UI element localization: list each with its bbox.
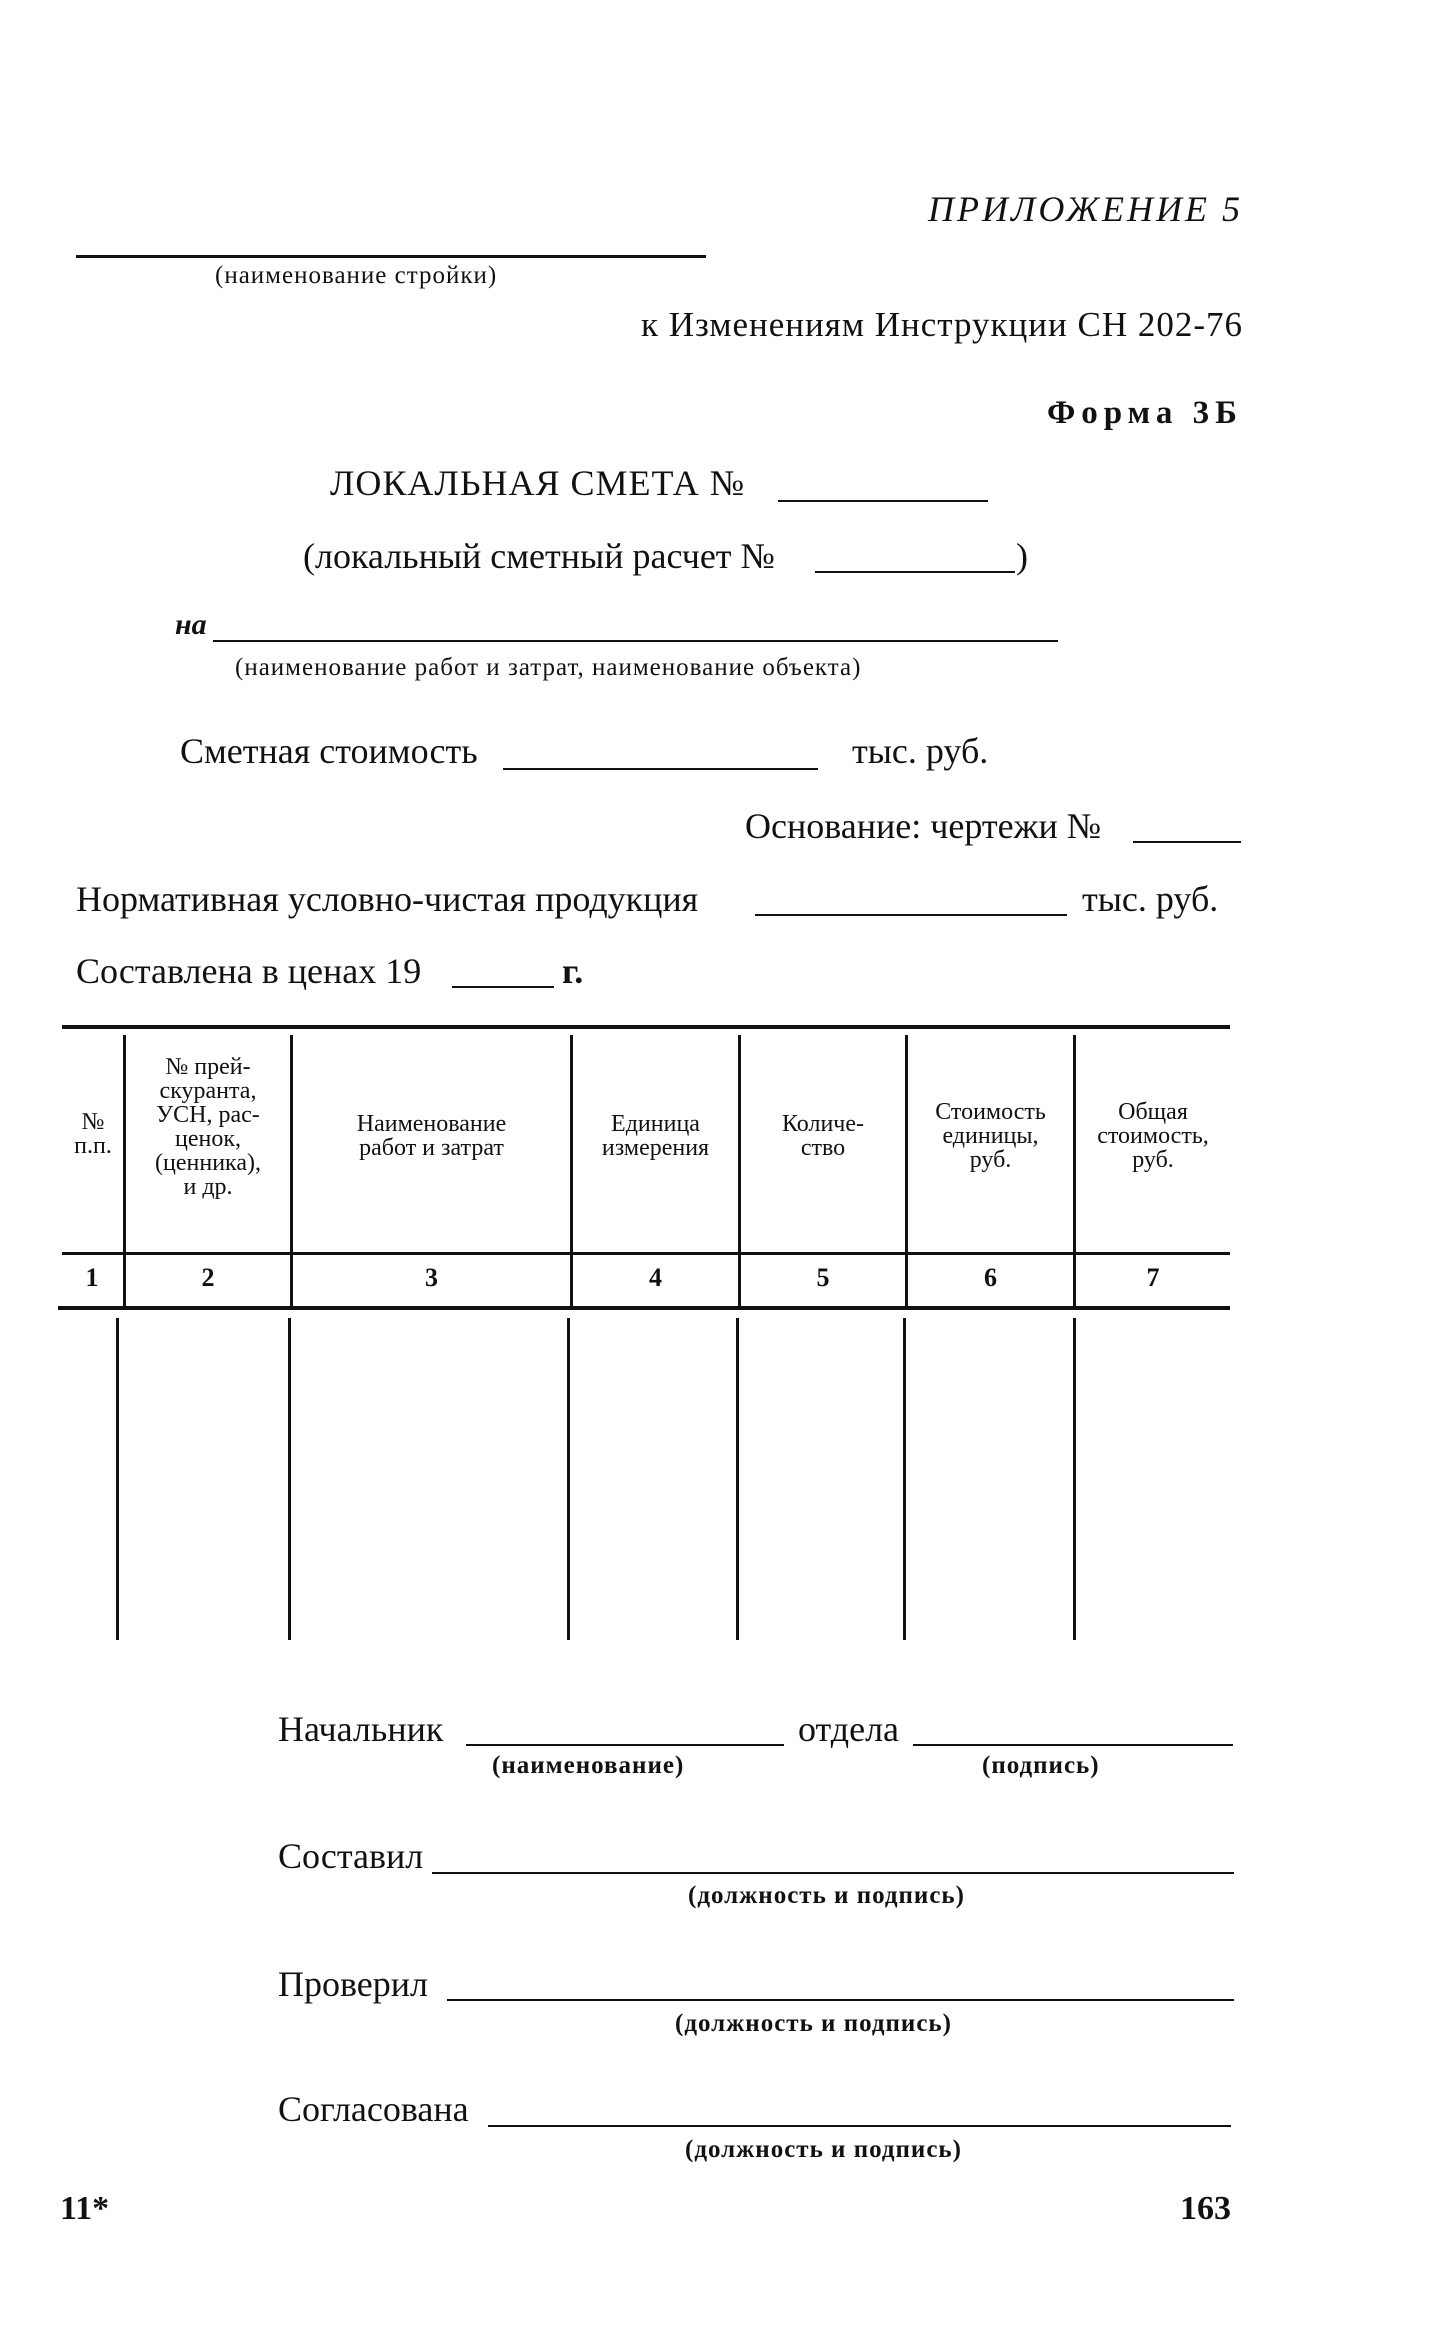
table-header-line: Стоимость bbox=[935, 1099, 1046, 1125]
table-top-rule bbox=[62, 1025, 1230, 1029]
table-vline bbox=[903, 1318, 906, 1640]
appendix-label: ПРИЛОЖЕНИЕ 5 bbox=[928, 189, 1243, 229]
site-name-blank bbox=[76, 255, 706, 258]
cost-unit: тыс. руб. bbox=[852, 731, 989, 771]
table-column-number: 1 bbox=[85, 1263, 99, 1292]
site-name-caption: (наименование стройки) bbox=[215, 262, 498, 289]
agreed-blank bbox=[488, 2125, 1231, 2127]
basis-blank bbox=[1133, 841, 1241, 843]
changes-reference: к Изменениям Инструкции СН 202-76 bbox=[640, 305, 1243, 344]
chief-signature-blank bbox=[913, 1744, 1233, 1746]
works-prefix: на bbox=[175, 608, 207, 641]
table-header-line: ценок, bbox=[175, 1126, 241, 1152]
table-header-cell bbox=[1076, 1100, 1230, 1172]
table-header-cell bbox=[126, 1055, 290, 1199]
agreed-caption: (должность и подпись) bbox=[685, 2136, 962, 2163]
estimate-number-blank bbox=[778, 500, 988, 502]
product-label: Нормативная условно-чистая продукция bbox=[76, 879, 699, 919]
table-vline bbox=[1073, 1318, 1076, 1640]
table-header-line: п.п. bbox=[74, 1133, 112, 1159]
calc-number-blank bbox=[815, 571, 1015, 573]
table-vline bbox=[567, 1318, 570, 1640]
table-header-line: Общая bbox=[1118, 1099, 1188, 1125]
table-column-number: 4 bbox=[649, 1263, 662, 1292]
table-header-line: № bbox=[81, 1109, 105, 1135]
table-header-line: скуранта, bbox=[159, 1078, 257, 1104]
chief-label: Начальник bbox=[278, 1709, 444, 1749]
compiled-blank bbox=[432, 1872, 1234, 1874]
table-vline bbox=[116, 1318, 119, 1640]
table-numbers-rule bbox=[58, 1306, 1230, 1310]
table-header-line: Наименование bbox=[356, 1111, 507, 1137]
table-header-line: стоимость, bbox=[1097, 1123, 1209, 1149]
chief-name-blank bbox=[466, 1744, 784, 1746]
estimate-title: ЛОКАЛЬНАЯ СМЕТА № bbox=[330, 463, 746, 503]
calc-subtitle: (локальный сметный расчет № bbox=[303, 536, 775, 576]
table-header-line: УСН, рас- bbox=[156, 1102, 260, 1128]
checked-blank bbox=[447, 1999, 1234, 2001]
calc-close-paren: ) bbox=[1016, 536, 1028, 576]
table-vline bbox=[736, 1318, 739, 1640]
department-label: отдела bbox=[798, 1709, 900, 1749]
table-column-number: 3 bbox=[425, 1263, 438, 1292]
table-header-line: и др. bbox=[183, 1174, 233, 1200]
table-header-line: единицы, bbox=[942, 1123, 1039, 1149]
table-header-line: ство bbox=[800, 1135, 846, 1161]
table-header-line: № прей- bbox=[165, 1054, 251, 1080]
table-header-line: Единица bbox=[611, 1111, 700, 1137]
product-blank bbox=[755, 914, 1067, 916]
compiled-label: Составил bbox=[278, 1836, 424, 1876]
prices-year-blank bbox=[452, 986, 554, 988]
compiled-caption: (должность и подпись) bbox=[688, 1882, 965, 1909]
prices-label: Составлена в ценах 19 bbox=[76, 951, 422, 991]
table-header-line: измерения bbox=[601, 1135, 710, 1161]
form-label: Форма 3Б bbox=[1046, 395, 1243, 431]
sheet-signature-mark: 11* bbox=[60, 2190, 110, 2227]
cost-blank bbox=[503, 768, 818, 770]
table-header-rule bbox=[62, 1252, 1230, 1255]
table-header-cell bbox=[293, 1112, 570, 1160]
table-header-line: работ и затрат bbox=[359, 1135, 504, 1161]
basis-label: Основание: чертежи № bbox=[745, 806, 1102, 846]
works-blank bbox=[213, 640, 1058, 642]
table-header-cell bbox=[573, 1112, 738, 1160]
prices-year-suffix: г. bbox=[562, 951, 584, 991]
table-column-number: 2 bbox=[201, 1263, 215, 1292]
table-header-line: руб. bbox=[969, 1147, 1012, 1173]
table-header-line: Количе- bbox=[781, 1111, 865, 1137]
table-vline bbox=[288, 1318, 291, 1640]
works-caption: (наименование работ и затрат, наименование объекта) bbox=[235, 654, 862, 681]
chief-name-caption: (наименование) bbox=[492, 1752, 685, 1779]
table-header-cell bbox=[908, 1100, 1073, 1172]
table-header-line: (ценника), bbox=[155, 1150, 261, 1176]
agreed-label: Согласована bbox=[278, 2089, 469, 2129]
chief-signature-caption: (подпись) bbox=[982, 1752, 1100, 1779]
table-column-number: 5 bbox=[816, 1263, 830, 1292]
table-header-line: руб. bbox=[1132, 1147, 1174, 1173]
checked-caption: (должность и подпись) bbox=[675, 2010, 952, 2037]
table-column-number: 6 bbox=[984, 1263, 997, 1292]
page-number: 163 bbox=[1180, 2190, 1231, 2227]
table-header-cell bbox=[741, 1112, 905, 1160]
product-unit: тыс. руб. bbox=[1082, 879, 1219, 919]
cost-label: Сметная стоимость bbox=[180, 731, 478, 771]
checked-label: Проверил bbox=[278, 1964, 428, 2004]
table-header-cell bbox=[64, 1110, 122, 1158]
table-column-number: 7 bbox=[1146, 1263, 1160, 1292]
